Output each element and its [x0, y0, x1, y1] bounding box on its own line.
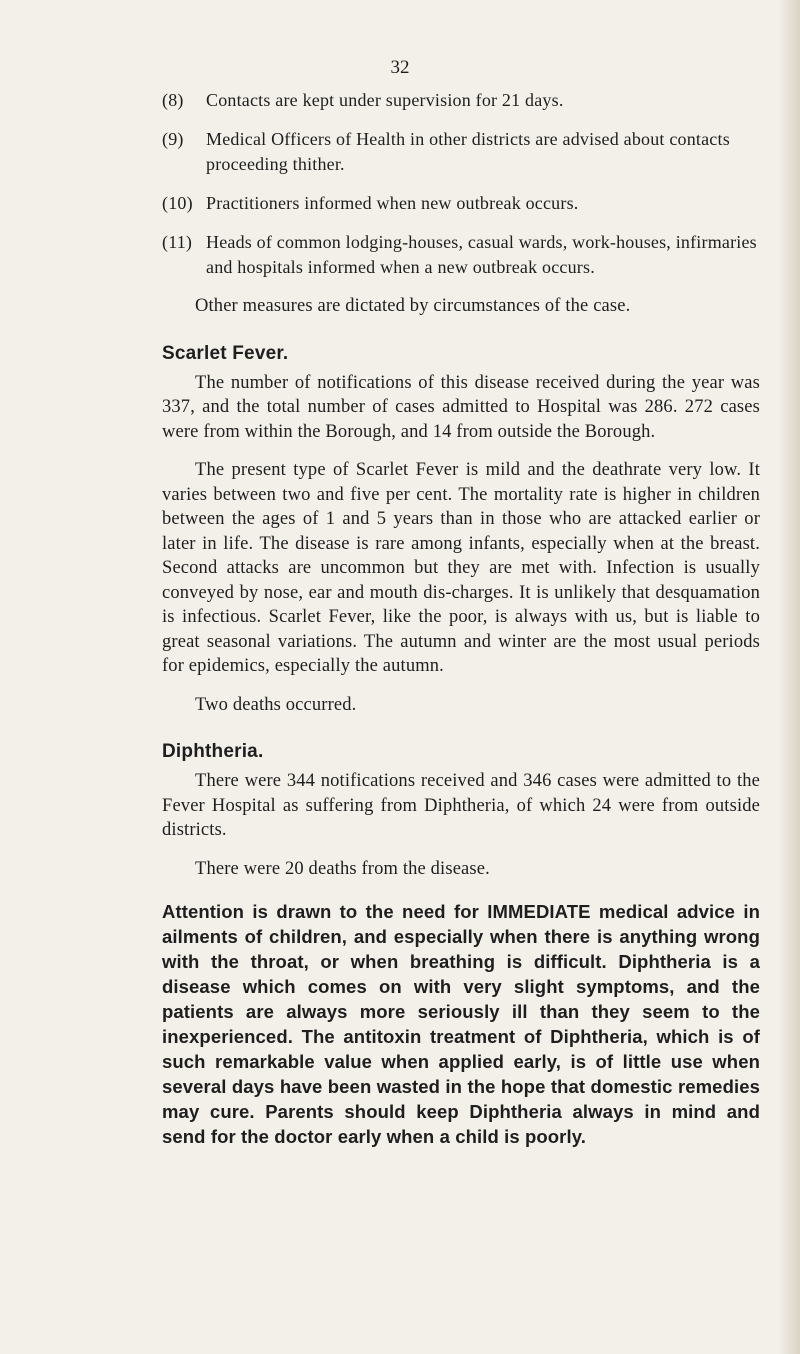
- list-item-number: (11): [162, 232, 193, 252]
- list-item: [162, 191, 760, 216]
- scarlet-fever-paragraph: The number of notifications of this disease received during the year was 337, and the total number of cases admitted to Hospital was 286. 272 cases were from within the Borough, and 14 from outside the Borough.: [162, 372, 760, 442]
- other-measures-paragraph: Other measures are dictated by circumstances of the case.: [195, 296, 631, 316]
- page-content: [162, 88, 760, 1149]
- scarlet-fever-heading: Scarlet Fever.: [162, 342, 289, 364]
- list-item-number: (10): [162, 193, 193, 213]
- diphtheria-heading: Diphtheria.: [162, 741, 264, 762]
- list-item-number: (9): [162, 129, 184, 149]
- page-number: 32: [390, 57, 410, 78]
- list-item: [162, 88, 760, 113]
- scarlet-fever-paragraph: The present type of Scarlet Fever is mild and the deathrate very low. It varies between two and five per cent. The mortality rate is higher in children between the ages of 1 and 5 years than in those who are attacked earlier or later in life. The disease is rare among infants, especially when at the breast. Second attacks are uncommon but they are met with. Infection is usually conveyed by nose, ear and mouth dis-charges. It is unlikely that desquamation is infectious. Scarlet Fever, like the poor, is always with us, but is liable to great seasonal variations. The autumn and winter are the most usual periods for epidemics, especially the autumn.: [162, 460, 760, 676]
- list-item-number: (8): [162, 90, 184, 110]
- page-edge-shadow: [778, 0, 800, 1354]
- diphtheria-paragraph: There were 344 notifications received and 346 cases were admitted to the Fever Hospital as suffering from Diphtheria, of which 24 were from outside districts.: [162, 771, 760, 840]
- diphtheria-paragraph: There were 20 deaths from the disease.: [195, 858, 490, 879]
- list-item: [162, 127, 760, 177]
- list-item-text: Heads of common lodging-houses, casual wards, work-houses, infirmaries and hospitals informed when a new outbreak occurs.: [206, 232, 757, 277]
- diphtheria-notice: Attention is drawn to the need for IMMEDIATE medical advice in ailments of children, and especially when there is anything wrong with the throat, or when breathing is difficult. Diphtheria is a disease which comes on with very slight symptoms, and the patients are always more seriously ill than they seem to the inexperienced. The antitoxin treatment of Diphtheria, which is of such remarkable value when applied early, is of little use when several days have been wasted in the hope that domestic remedies may cure. Parents should keep Diphtheria always in mind and send for the doctor early when a child is poorly.: [162, 901, 760, 1147]
- list-item-text: Medical Officers of Health in other districts are advised about contacts proceeding thither.: [206, 129, 730, 174]
- list-item: [162, 230, 760, 280]
- list-item-text: Contacts are kept under supervision for 21 days.: [206, 90, 564, 110]
- list-item-text: Practitioners informed when new outbreak occurs.: [206, 193, 579, 213]
- scarlet-fever-paragraph: Two deaths occurred.: [195, 694, 357, 715]
